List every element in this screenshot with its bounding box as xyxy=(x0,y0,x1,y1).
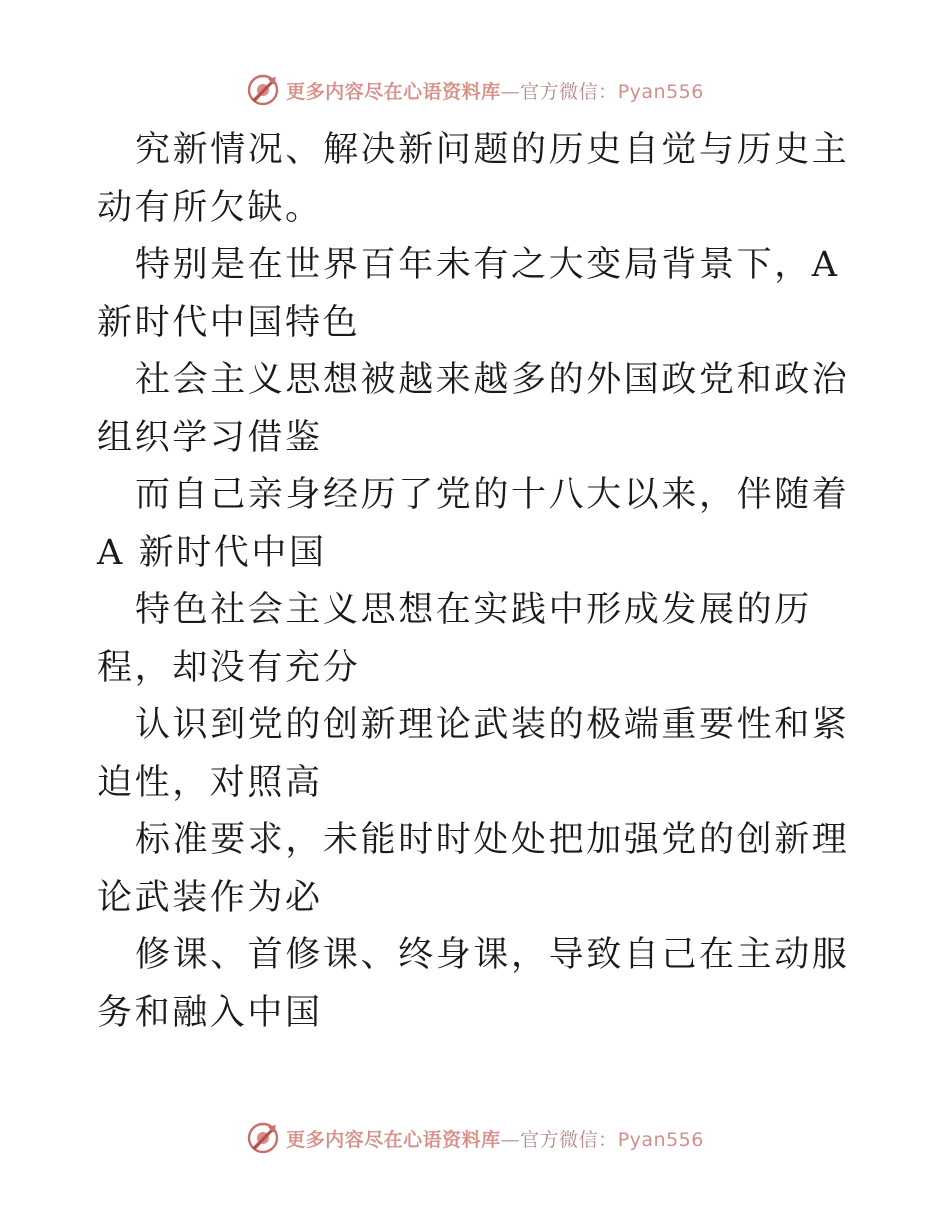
quill-logo-icon xyxy=(246,73,280,107)
paragraph-3: 社会主义思想被越来越多的外国政党和政治组织学习借鉴 xyxy=(97,360,850,458)
paragraph-2: 特别是在世界百年未有之大变局背景下，A新时代中国特色 xyxy=(97,245,840,343)
watermark-wechat-id: Pyan556 xyxy=(617,80,704,103)
paragraph-4: 而自己亲身经历了党的十八大以来，伴随着 A 新时代中国 xyxy=(97,475,850,573)
paragraph-6: 认识到党的创新理论武装的极端重要性和紧迫性，对照高 xyxy=(97,705,850,803)
watermark-brand: 更多内容尽在心语资料库 xyxy=(286,80,501,103)
watermark-separator: — xyxy=(500,1128,521,1151)
watermark-text xyxy=(286,77,704,104)
paragraph-5: 特色社会主义思想在实践中形成发展的历程，却没有充分 xyxy=(97,590,812,688)
watermark-separator: — xyxy=(500,80,521,103)
watermark-wechat-label: 官方微信： xyxy=(520,80,618,103)
watermark-text xyxy=(286,1125,704,1152)
footer-watermark xyxy=(0,1118,950,1158)
paragraph-7: 标准要求，未能时时处处把加强党的创新理论武装作为必 xyxy=(97,820,850,918)
paragraph-1: 究新情况、解决新问题的历史自觉与历史主动有所欠缺。 xyxy=(97,130,850,228)
document-body xyxy=(97,122,857,1042)
watermark-brand: 更多内容尽在心语资料库 xyxy=(286,1128,501,1151)
paragraph-8: 修课、首修课、终身课，导致自己在主动服务和融入中国 xyxy=(97,935,850,1033)
watermark-wechat-id: Pyan556 xyxy=(617,1128,704,1151)
quill-logo-icon xyxy=(246,1121,280,1155)
header-watermark xyxy=(0,70,950,110)
watermark-wechat-label: 官方微信： xyxy=(520,1128,618,1151)
